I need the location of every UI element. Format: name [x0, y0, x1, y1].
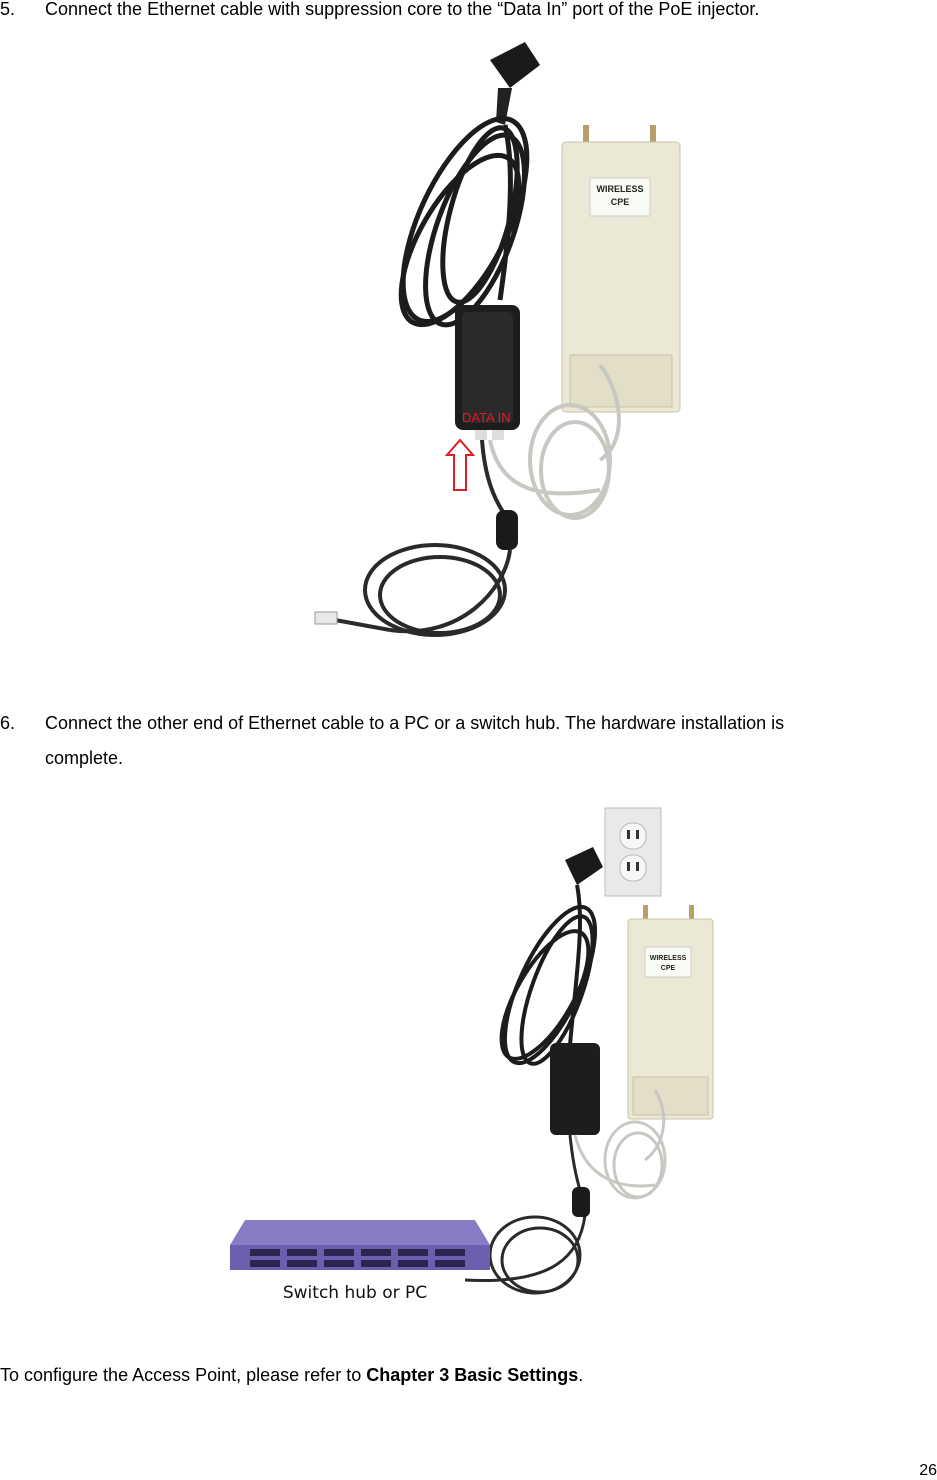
note-suffix: . — [578, 1365, 584, 1385]
step-text-line-1: Connect the other end of Ethernet cable to a PC or a switch hub. The hardware installation is — [45, 713, 785, 733]
cpe-label-2: CPE — [610, 197, 630, 207]
ferrite-core — [496, 510, 518, 550]
switch-hub-caption: Switch hub or PC — [282, 1283, 428, 1303]
cpe-label-2: CPE — [660, 965, 676, 972]
arrow-up-icon — [447, 440, 473, 490]
note-prefix: To configure the Access Point, please refer to — [0, 1365, 367, 1385]
switch-hub-device — [230, 1220, 490, 1270]
data-in-label: DATA IN — [462, 410, 511, 425]
power-plug-icon — [565, 847, 603, 885]
rj45-connector — [315, 612, 337, 624]
chapter-reference: Chapter 3 Basic Settings — [366, 1365, 579, 1385]
wireless-cpe-device — [562, 125, 680, 412]
step-text: Connect the Ethernet cable with suppression core to the “Data In” port of the PoE injector. — [45, 0, 760, 19]
configure-note — [0, 1366, 583, 1384]
wireless-cpe-device — [628, 905, 713, 1119]
page-number: 26 — [919, 1462, 937, 1479]
step-text-line-2: complete. — [45, 748, 124, 768]
cpe-label-1: WIRELESS — [596, 184, 644, 194]
wall-outlet-icon — [605, 808, 661, 896]
ethernet-cable-black — [335, 440, 510, 635]
poe-injector — [550, 1043, 600, 1135]
power-plug-icon — [490, 42, 540, 125]
step-number: 6. — [0, 713, 16, 733]
step-number: 5. — [0, 0, 16, 19]
step-5 — [0, 0, 937, 20]
step-6 — [0, 714, 937, 774]
cpe-label-1: WIRELESS — [649, 955, 687, 962]
ferrite-core — [572, 1187, 590, 1217]
figure-complete-installation — [225, 805, 725, 1310]
figure-poe-data-in — [300, 30, 720, 670]
